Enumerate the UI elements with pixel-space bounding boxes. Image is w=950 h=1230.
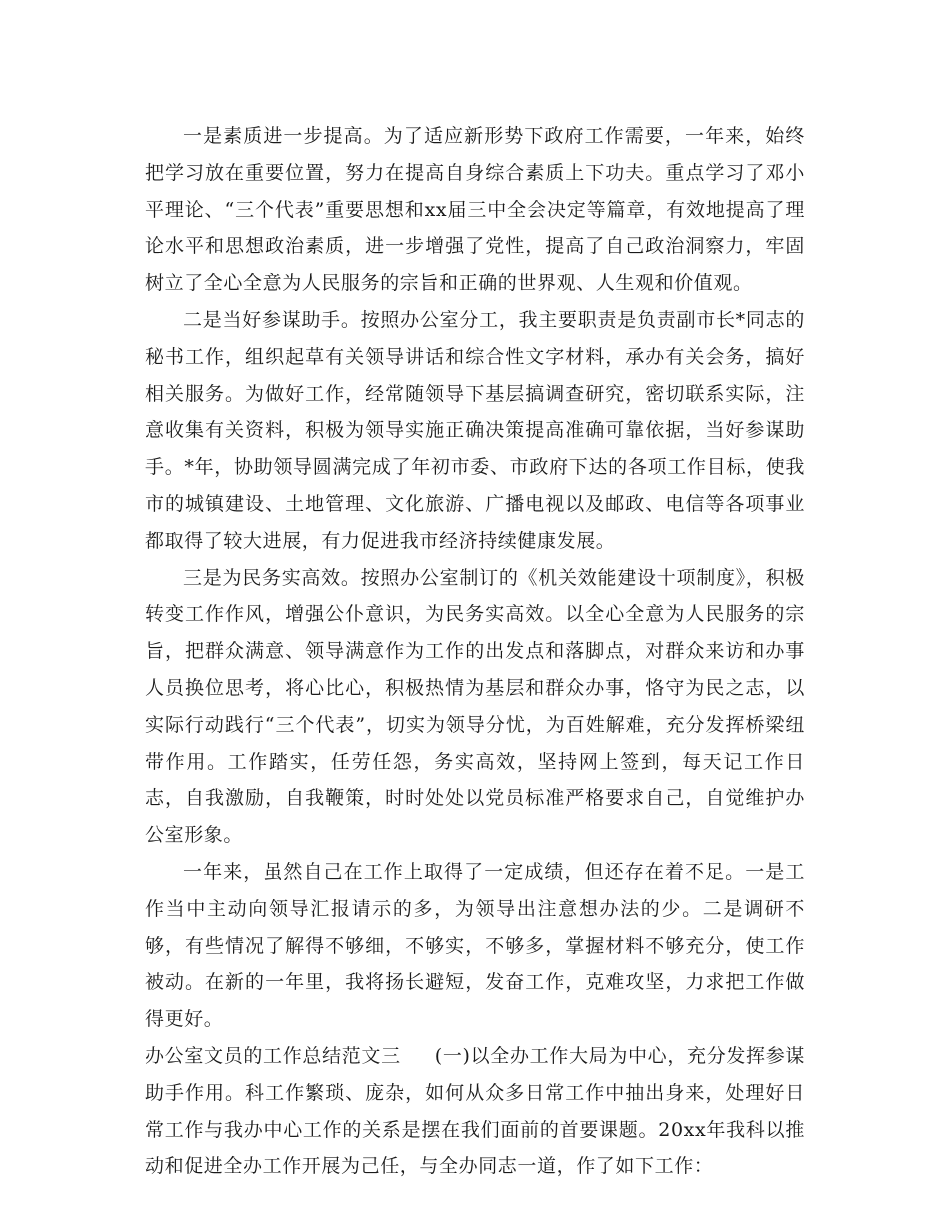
document-body	[145, 118, 805, 1185]
paragraph-shortcomings: 一年来，虽然自己在工作上取得了一定成绩，但还存在着不足。一是工作当中主动向领导汇报请示的多，为领导出注意想办法的少。二是调研不够，有些情况了解得不够细，不够实，不够多，掌握材料不够充分，使工作被动。在新的一年里，我将扬长避短，发奋工作，克难攻坚，力求把工作做得更好。	[145, 860, 805, 1031]
section-text: (一)以全办工作大局为中心，充分发挥参谋助手作用。科工作繁琐、庞杂，如何从众多日常工作中抽出身来，处理好日常工作与我办中心工作的关系是摆在我们面前的首要课题。20xx年我科以推动和促进全办工作开展为己任，与全办同志一道，作了如下工作：	[145, 1044, 805, 1178]
paragraph-efficiency: 三是为民务实高效。按照办公室制订的《机关效能建设十项制度》，积极转变工作作风，增强公仆意识，为民务实高效。以全心全意为人民服务的宗旨，把群众满意、领导满意作为工作的出发点和落脚点，对群众来访和办事人员换位思考，将心比心，积极热情为基层和群众办事，恪守为民之志，以实际行动践行“三个代表”，切实为领导分忧，为百姓解难，充分发挥桥梁纽带作用。工作踏实，任劳任怨，务实高效，坚持网上签到，每天记工作日志，自我激励，自我鞭策，时时处处以党员标准严格要求自己，自觉维护办公室形象。	[145, 566, 805, 847]
paragraph-quality: 一是素质进一步提高。为了适应新形势下政府工作需要，一年来，始终把学习放在重要位置，努力在提高自身综合素质上下功夫。重点学习了邓小平理论、“三个代表”重要思想和xx届三中全会决定等篇章，有效地提高了理论水平和思想政治素质，进一步增强了党性，提高了自己政治洞察力，牢固树立了全心全意为人民服务的宗旨和正确的世界观、人生观和价值观。	[145, 125, 805, 295]
section-title: 办公室文员的工作总结范文三	[145, 1044, 401, 1067]
paragraph-assistant: 二是当好参谋助手。按照办公室分工，我主要职责是负责副市长*同志的秘书工作，组织起草有关领导讲话和综合性文字材料，承办有关会务，搞好相关服务。为做好工作，经常随领导下基层搞调查研究，密切联系实际，注意收集有关资料，积极为领导实施正确决策提高准确可靠依据，当好参谋助手。*年，协助领导圆满完成了年初市委、市政府下达的各项工作目标，使我市的城镇建设、土地管理、文化旅游、广播电视以及邮政、电信等各项事业都取得了较大进展，有力促进我市经济持续健康发展。	[145, 308, 805, 552]
section-three	[145, 1038, 805, 1185]
